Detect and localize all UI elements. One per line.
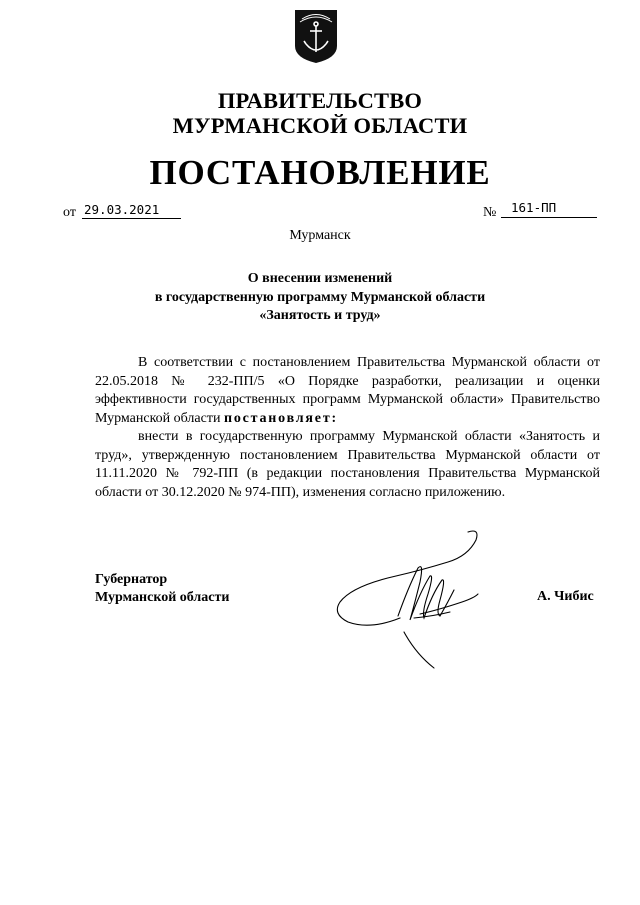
date-prefix: от (63, 205, 76, 220)
handwritten-signature (330, 522, 490, 682)
body-paragraph-1 (95, 354, 600, 428)
signer-name: А. Чибис (537, 589, 594, 604)
signer-position-line-2: Мурманской области (95, 590, 230, 605)
org-line-1: ПРАВИТЕЛЬСТВО (217, 88, 423, 113)
document-body (95, 354, 600, 502)
decree-word: постановляет: (223, 410, 338, 426)
coat-of-arms-icon (293, 8, 339, 64)
organization-title (0, 88, 640, 138)
document-number: 161-ПП (501, 200, 597, 218)
signer-position-line-1: Губернатор (95, 572, 168, 587)
subject-line-2: в государственную программу Мурманской области (154, 289, 486, 305)
document-subject (0, 270, 640, 326)
city: Мурманск (289, 228, 351, 243)
signer-position (95, 571, 229, 607)
number-prefix: № (483, 205, 497, 220)
document-type: ПОСТАНОВЛЕНИЕ (149, 153, 491, 192)
document-date: 29.03.2021 (82, 202, 181, 219)
body-paragraph-2: внести в государственную программу Мурманской области «Занятость и труд», утвержденную постановлением Правительства Мурманской области от 11.11.2020 № 792-ПП (в редакции постановления Правительства Мурманской области от 30.12.2020 № 974-ПП), изменения согласно приложению. (95, 429, 600, 500)
body-paragraph-1-text: В соответствии с постановлением Правительства Мурманской области от 22.05.2018 № 232-ПП/5 «О Порядке разработки, реализации и оценки эффективности государственных программ Мурманской области» Правительство Мурманской области (95, 355, 600, 426)
subject-line-1: О внесении изменений (247, 271, 393, 286)
subject-line-3: «Занятость и труд» (259, 308, 381, 323)
org-line-2: МУРМАНСКОЙ ОБЛАСТИ (172, 113, 468, 138)
